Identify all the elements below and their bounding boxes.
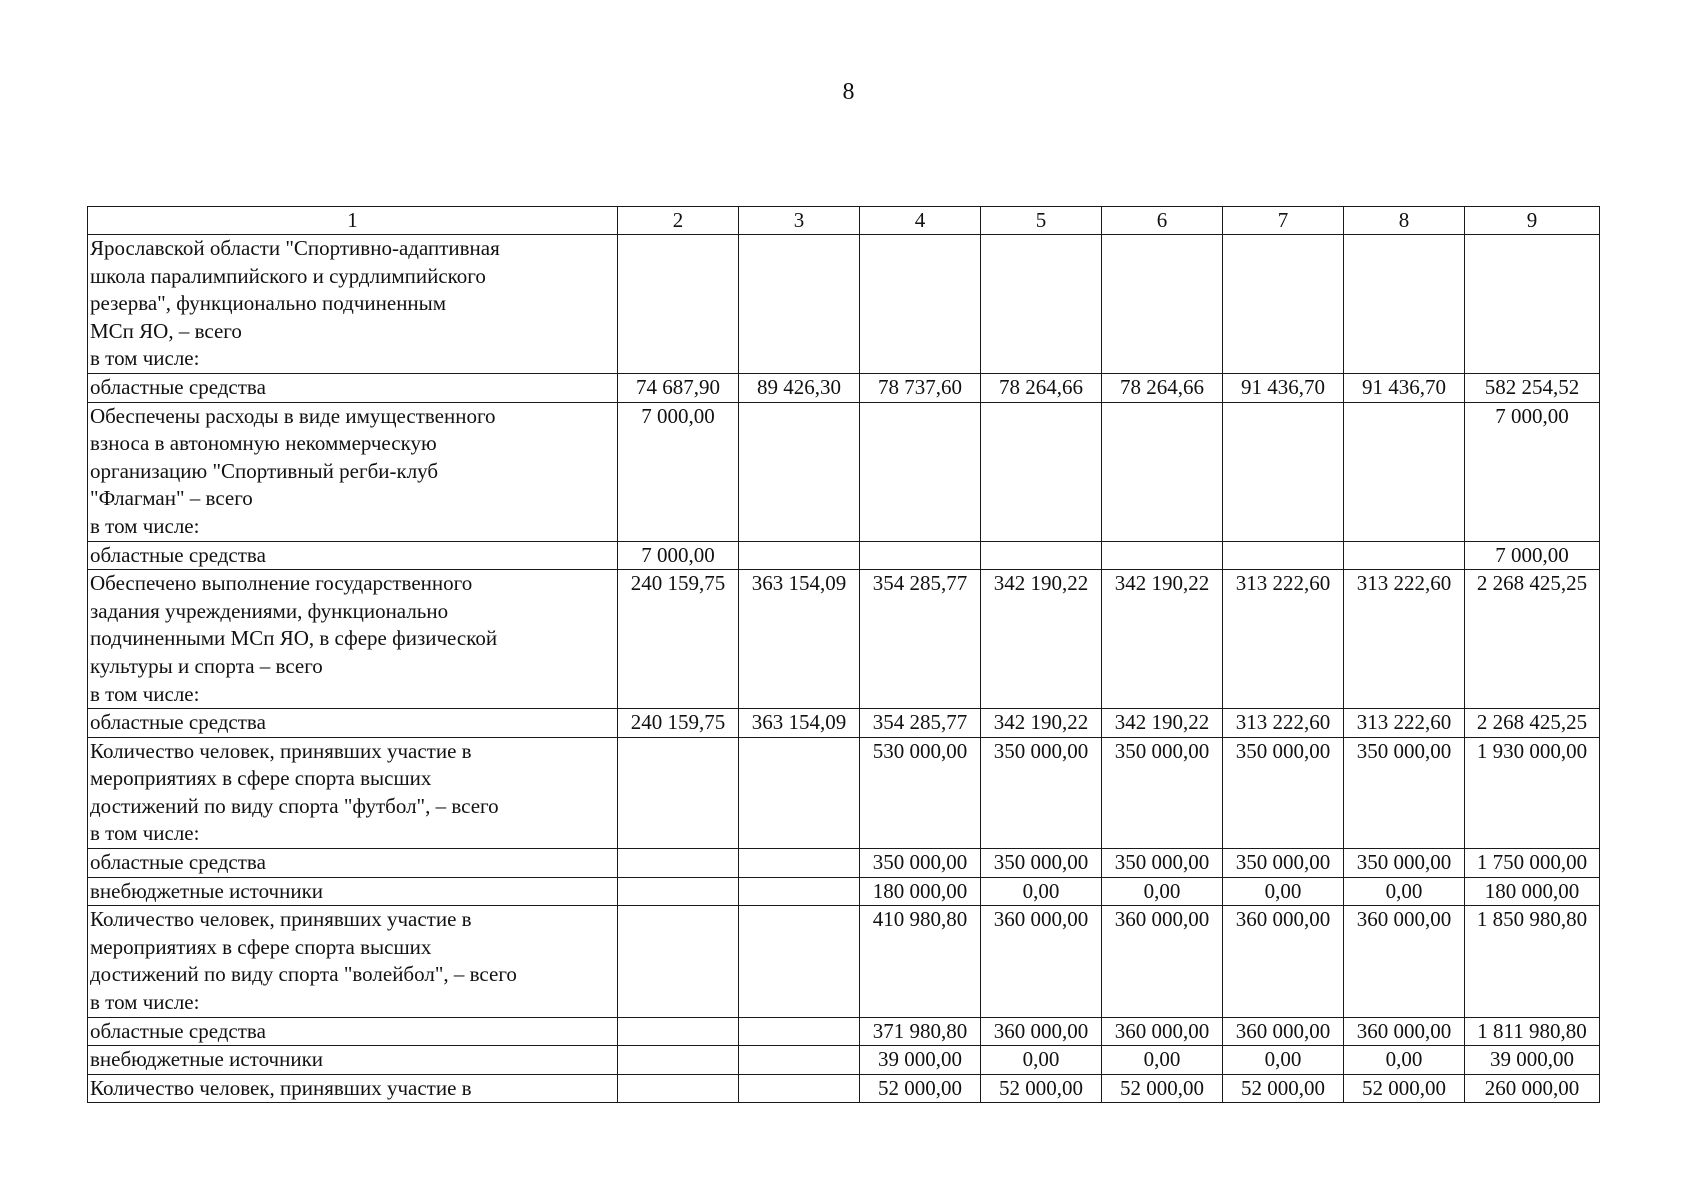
value-cell: 52 000,00 [1102,1074,1223,1103]
value-cell: 350 000,00 [1223,737,1344,848]
table-row [88,1017,1600,1046]
table-row [88,402,1600,541]
value-cell [739,1017,860,1046]
value-cell: 0,00 [1223,877,1344,906]
value-cell: 313 222,60 [1223,570,1344,709]
value-cell: 313 222,60 [1223,709,1344,738]
value-cell: 2 268 425,25 [1465,570,1600,709]
budget-table [87,206,1600,1103]
value-cell: 78 264,66 [981,373,1102,402]
value-cell: 360 000,00 [1344,1017,1465,1046]
value-cell: 350 000,00 [1102,849,1223,878]
value-cell: 240 159,75 [618,570,739,709]
row-label: Обеспечены расходы в виде имущественного взноса в автономную некоммерческую организацию "Спортивный регби-клуб "Флагман" – всего в том числе: [88,402,618,541]
page-number: 8 [842,79,855,105]
value-cell: 0,00 [1344,1046,1465,1075]
value-cell [618,1017,739,1046]
table-row [88,709,1600,738]
row-label: областные средства [88,849,618,878]
column-header: 8 [1344,207,1465,235]
value-cell [739,235,860,374]
value-cell: 7 000,00 [618,541,739,570]
value-cell: 1 811 980,80 [1465,1017,1600,1046]
value-cell: 1 930 000,00 [1465,737,1600,848]
value-cell: 0,00 [1102,1046,1223,1075]
value-cell: 52 000,00 [1223,1074,1344,1103]
value-cell: 342 190,22 [1102,709,1223,738]
table-row [88,877,1600,906]
value-cell: 180 000,00 [1465,877,1600,906]
column-header: 3 [739,207,860,235]
value-cell [860,402,981,541]
value-cell: 2 268 425,25 [1465,709,1600,738]
value-cell: 350 000,00 [1344,737,1465,848]
table-body [88,207,1600,1103]
column-header: 7 [1223,207,1344,235]
table-row [88,235,1600,374]
value-cell: 360 000,00 [1223,1017,1344,1046]
value-cell: 7 000,00 [618,402,739,541]
table-row [88,906,1600,1017]
value-cell: 52 000,00 [860,1074,981,1103]
value-cell: 39 000,00 [860,1046,981,1075]
value-cell [1223,402,1344,541]
value-cell: 342 190,22 [981,709,1102,738]
table-row [88,737,1600,848]
row-label: областные средства [88,373,618,402]
value-cell [739,737,860,848]
value-cell: 0,00 [1223,1046,1344,1075]
header-row [88,207,1600,235]
value-cell: 0,00 [1102,877,1223,906]
table-row [88,541,1600,570]
value-cell: 350 000,00 [1344,849,1465,878]
table-row [88,1046,1600,1075]
table-row [88,1074,1600,1103]
value-cell: 313 222,60 [1344,709,1465,738]
value-cell: 74 687,90 [618,373,739,402]
row-label: внебюджетные источники [88,1046,618,1075]
value-cell: 7 000,00 [1465,402,1600,541]
row-label: Обеспечено выполнение государственного задания учреждениями, функционально подчиненными МСп ЯО, в сфере физической культуры и спорта – всего в том числе: [88,570,618,709]
value-cell: 360 000,00 [981,906,1102,1017]
value-cell [739,1046,860,1075]
value-cell [1102,235,1223,374]
value-cell: 1 850 980,80 [1465,906,1600,1017]
column-header: 1 [88,207,618,235]
value-cell: 371 980,80 [860,1017,981,1046]
value-cell: 582 254,52 [1465,373,1600,402]
value-cell: 342 190,22 [981,570,1102,709]
row-label: областные средства [88,1017,618,1046]
value-cell: 360 000,00 [1102,1017,1223,1046]
value-cell [1223,235,1344,374]
value-cell [618,737,739,848]
value-cell: 260 000,00 [1465,1074,1600,1103]
value-cell: 91 436,70 [1223,373,1344,402]
value-cell [981,541,1102,570]
row-label: Ярославской области "Спортивно-адаптивная школа паралимпийского и сурдлимпийского резерва", функционально подчиненным МСп ЯО, – всего в том числе: [88,235,618,374]
row-label: областные средства [88,541,618,570]
value-cell: 363 154,09 [739,709,860,738]
value-cell: 360 000,00 [1223,906,1344,1017]
value-cell [618,235,739,374]
value-cell: 350 000,00 [1223,849,1344,878]
value-cell: 240 159,75 [618,709,739,738]
value-cell: 78 264,66 [1102,373,1223,402]
value-cell: 52 000,00 [1344,1074,1465,1103]
value-cell [739,877,860,906]
value-cell: 342 190,22 [1102,570,1223,709]
value-cell: 360 000,00 [981,1017,1102,1046]
value-cell: 180 000,00 [860,877,981,906]
value-cell [1223,541,1344,570]
value-cell [1344,541,1465,570]
value-cell: 78 737,60 [860,373,981,402]
value-cell: 350 000,00 [1102,737,1223,848]
table-row [88,849,1600,878]
value-cell [860,541,981,570]
value-cell: 0,00 [981,1046,1102,1075]
row-label: Количество человек, принявших участие в мероприятиях в сфере спорта высших достижений по виду спорта "футбол", – всего в том числе: [88,737,618,848]
value-cell [739,1074,860,1103]
value-cell: 0,00 [1344,877,1465,906]
value-cell [618,1046,739,1075]
value-cell: 410 980,80 [860,906,981,1017]
value-cell [618,1074,739,1103]
value-cell: 89 426,30 [739,373,860,402]
value-cell: 350 000,00 [981,849,1102,878]
value-cell [739,849,860,878]
value-cell [1344,402,1465,541]
value-cell [739,541,860,570]
value-cell [618,906,739,1017]
value-cell: 91 436,70 [1344,373,1465,402]
row-label: областные средства [88,709,618,738]
value-cell: 52 000,00 [981,1074,1102,1103]
row-label: Количество человек, принявших участие в [88,1074,618,1103]
value-cell [1102,541,1223,570]
value-cell [739,402,860,541]
table-row [88,570,1600,709]
value-cell [1465,235,1600,374]
value-cell: 350 000,00 [981,737,1102,848]
row-label: Количество человек, принявших участие в мероприятиях в сфере спорта высших достижений по виду спорта "волейбол", – всего в том числе: [88,906,618,1017]
value-cell [981,235,1102,374]
value-cell [739,906,860,1017]
table-row [88,373,1600,402]
value-cell: 0,00 [981,877,1102,906]
value-cell: 350 000,00 [860,849,981,878]
value-cell: 354 285,77 [860,570,981,709]
column-header: 4 [860,207,981,235]
value-cell [860,235,981,374]
value-cell: 39 000,00 [1465,1046,1600,1075]
value-cell: 313 222,60 [1344,570,1465,709]
value-cell: 354 285,77 [860,709,981,738]
value-cell: 530 000,00 [860,737,981,848]
value-cell [1102,402,1223,541]
value-cell [618,877,739,906]
value-cell: 360 000,00 [1102,906,1223,1017]
value-cell: 363 154,09 [739,570,860,709]
value-cell: 7 000,00 [1465,541,1600,570]
value-cell: 1 750 000,00 [1465,849,1600,878]
value-cell [618,849,739,878]
value-cell [1344,235,1465,374]
column-header: 9 [1465,207,1600,235]
value-cell: 360 000,00 [1344,906,1465,1017]
column-header: 6 [1102,207,1223,235]
row-label: внебюджетные источники [88,877,618,906]
column-header: 5 [981,207,1102,235]
value-cell [981,402,1102,541]
column-header: 2 [618,207,739,235]
